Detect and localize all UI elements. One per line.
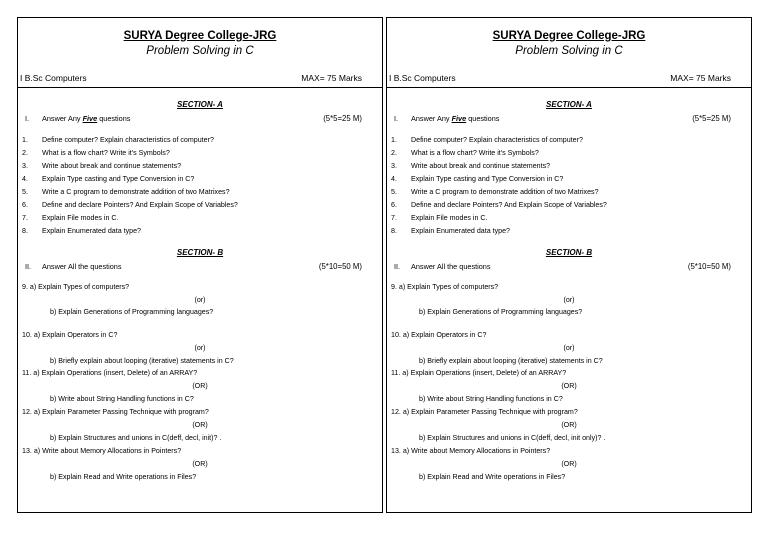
question-text: Write about break and continue statements?	[42, 162, 182, 170]
or-separator: (or)	[194, 296, 206, 304]
or-separator: (or)	[563, 296, 575, 304]
section-a-instruction: Answer Any Five questions	[42, 114, 131, 123]
section-b-instruction: Answer All the questions	[411, 262, 491, 271]
max-marks: MAX= 75 Marks	[301, 73, 362, 83]
question-text: Explain Enumerated data type?	[411, 227, 510, 235]
or-separator: (or)	[563, 344, 575, 352]
question-number: 1.	[391, 136, 397, 144]
question-11a: 11. a) Explain Operations (insert, Delete) of an ARRAY?	[391, 369, 567, 377]
course-title: Problem Solving in C	[146, 45, 254, 57]
or-separator: (OR)	[561, 382, 577, 390]
question-text: Explain Enumerated data type?	[42, 227, 141, 235]
question-13a: 13. a) Write about Memory Allocations in Pointers?	[22, 447, 182, 455]
section-b-roman: II.	[25, 262, 32, 271]
section-a-instruction: Answer Any Five questions	[411, 114, 500, 123]
question-11a: 11. a) Explain Operations (insert, Delete) of an ARRAY?	[22, 369, 198, 377]
section-a-title: SECTION- A	[546, 100, 592, 109]
question-text: What is a flow chart? Write it's Symbols?	[411, 149, 539, 157]
question-9a: 9. a) Explain Types of computers?	[391, 283, 499, 291]
question-text: Explain Type casting and Type Conversion in C?	[42, 175, 195, 183]
question-number: 5.	[391, 188, 397, 196]
course-title: Problem Solving in C	[515, 45, 623, 57]
question-10b: b) Briefly explain about looping (iterative) statements in C?	[419, 357, 603, 365]
question-text: Define computer? Explain characteristics of computer?	[411, 136, 583, 144]
section-b-marks: (5*10=50 M)	[318, 262, 362, 271]
question-text: What is a flow chart? Write it's Symbols?	[42, 149, 170, 157]
section-b-roman: II.	[394, 262, 401, 271]
college-name: SURYA Degree College-JRG	[123, 30, 277, 42]
header-divider	[387, 87, 751, 88]
question-number: 3.	[22, 162, 28, 170]
or-separator: (or)	[194, 344, 206, 352]
max-marks: MAX= 75 Marks	[670, 73, 731, 83]
question-11b: b) Write about String Handling functions in C?	[50, 395, 194, 403]
question-number: 8.	[391, 227, 397, 235]
question-text: Define computer? Explain characteristics of computer?	[42, 136, 214, 144]
question-number: 2.	[22, 149, 28, 157]
section-a-roman: I.	[25, 114, 30, 123]
question-text: Explain Type casting and Type Conversion in C?	[411, 175, 564, 183]
college-name: SURYA Degree College-JRG	[492, 30, 646, 42]
question-12a: 12. a) Explain Parameter Passing Technique with program?	[22, 408, 209, 416]
question-text: Write a C program to demonstrate addition of two Matrixes?	[42, 188, 230, 196]
class-label: I B.Sc Computers	[389, 73, 456, 83]
section-a-roman: I.	[394, 114, 399, 123]
question-number: 6.	[22, 201, 28, 209]
question-10b: b) Briefly explain about looping (iterative) statements in C?	[50, 357, 234, 365]
section-b-title: SECTION- B	[545, 248, 593, 257]
question-number: 5.	[22, 188, 28, 196]
section-a-marks: (5*5=25 M)	[323, 114, 362, 123]
question-13b: b) Explain Read and Write operations in Files?	[419, 473, 566, 481]
question-11b: b) Write about String Handling functions in C?	[419, 395, 563, 403]
question-text: Define and declare Pointers? And Explain Scope of Variables?	[411, 201, 607, 209]
question-text: Write about break and continue statements?	[411, 162, 551, 170]
question-12b: b) Explain Structures and unions in C(deff, decl, init)? .	[50, 434, 222, 442]
question-number: 8.	[22, 227, 28, 235]
question-number: 2.	[391, 149, 397, 157]
or-separator: (OR)	[192, 421, 208, 429]
or-separator: (OR)	[561, 460, 577, 468]
or-separator: (OR)	[561, 421, 577, 429]
question-13b: b) Explain Read and Write operations in Files?	[50, 473, 197, 481]
class-label: I B.Sc Computers	[20, 73, 87, 83]
section-b-title: SECTION- B	[176, 248, 224, 257]
section-b-instruction: Answer All the questions	[42, 262, 122, 271]
or-separator: (OR)	[192, 382, 208, 390]
question-number: 4.	[391, 175, 397, 183]
question-number: 7.	[391, 214, 397, 222]
question-10a: 10. a) Explain Operators in C?	[22, 331, 118, 339]
question-text: Define and declare Pointers? And Explain Scope of Variables?	[42, 201, 238, 209]
question-13a: 13. a) Write about Memory Allocations in Pointers?	[391, 447, 551, 455]
question-12b: b) Explain Structures and unions in C(deff, decl, init only)? .	[419, 434, 606, 442]
question-text: Explain File modes in C.	[411, 214, 488, 222]
question-number: 7.	[22, 214, 28, 222]
header-divider	[18, 87, 382, 88]
question-9a: 9. a) Explain Types of computers?	[22, 283, 130, 291]
question-number: 4.	[22, 175, 28, 183]
section-a-marks: (5*5=25 M)	[692, 114, 731, 123]
question-9b: b) Explain Generations of Programming languages?	[50, 308, 214, 316]
question-paper-right	[386, 17, 752, 513]
question-text: Explain File modes in C.	[42, 214, 119, 222]
question-text: Write a C program to demonstrate addition of two Matrixes?	[411, 188, 599, 196]
question-paper-left	[17, 17, 383, 513]
question-number: 1.	[22, 136, 28, 144]
or-separator: (OR)	[192, 460, 208, 468]
section-b-marks: (5*10=50 M)	[687, 262, 731, 271]
question-9b: b) Explain Generations of Programming languages?	[419, 308, 583, 316]
question-number: 3.	[391, 162, 397, 170]
question-12a: 12. a) Explain Parameter Passing Technique with program?	[391, 408, 578, 416]
question-number: 6.	[391, 201, 397, 209]
question-10a: 10. a) Explain Operators in C?	[391, 331, 487, 339]
section-a-title: SECTION- A	[177, 100, 223, 109]
